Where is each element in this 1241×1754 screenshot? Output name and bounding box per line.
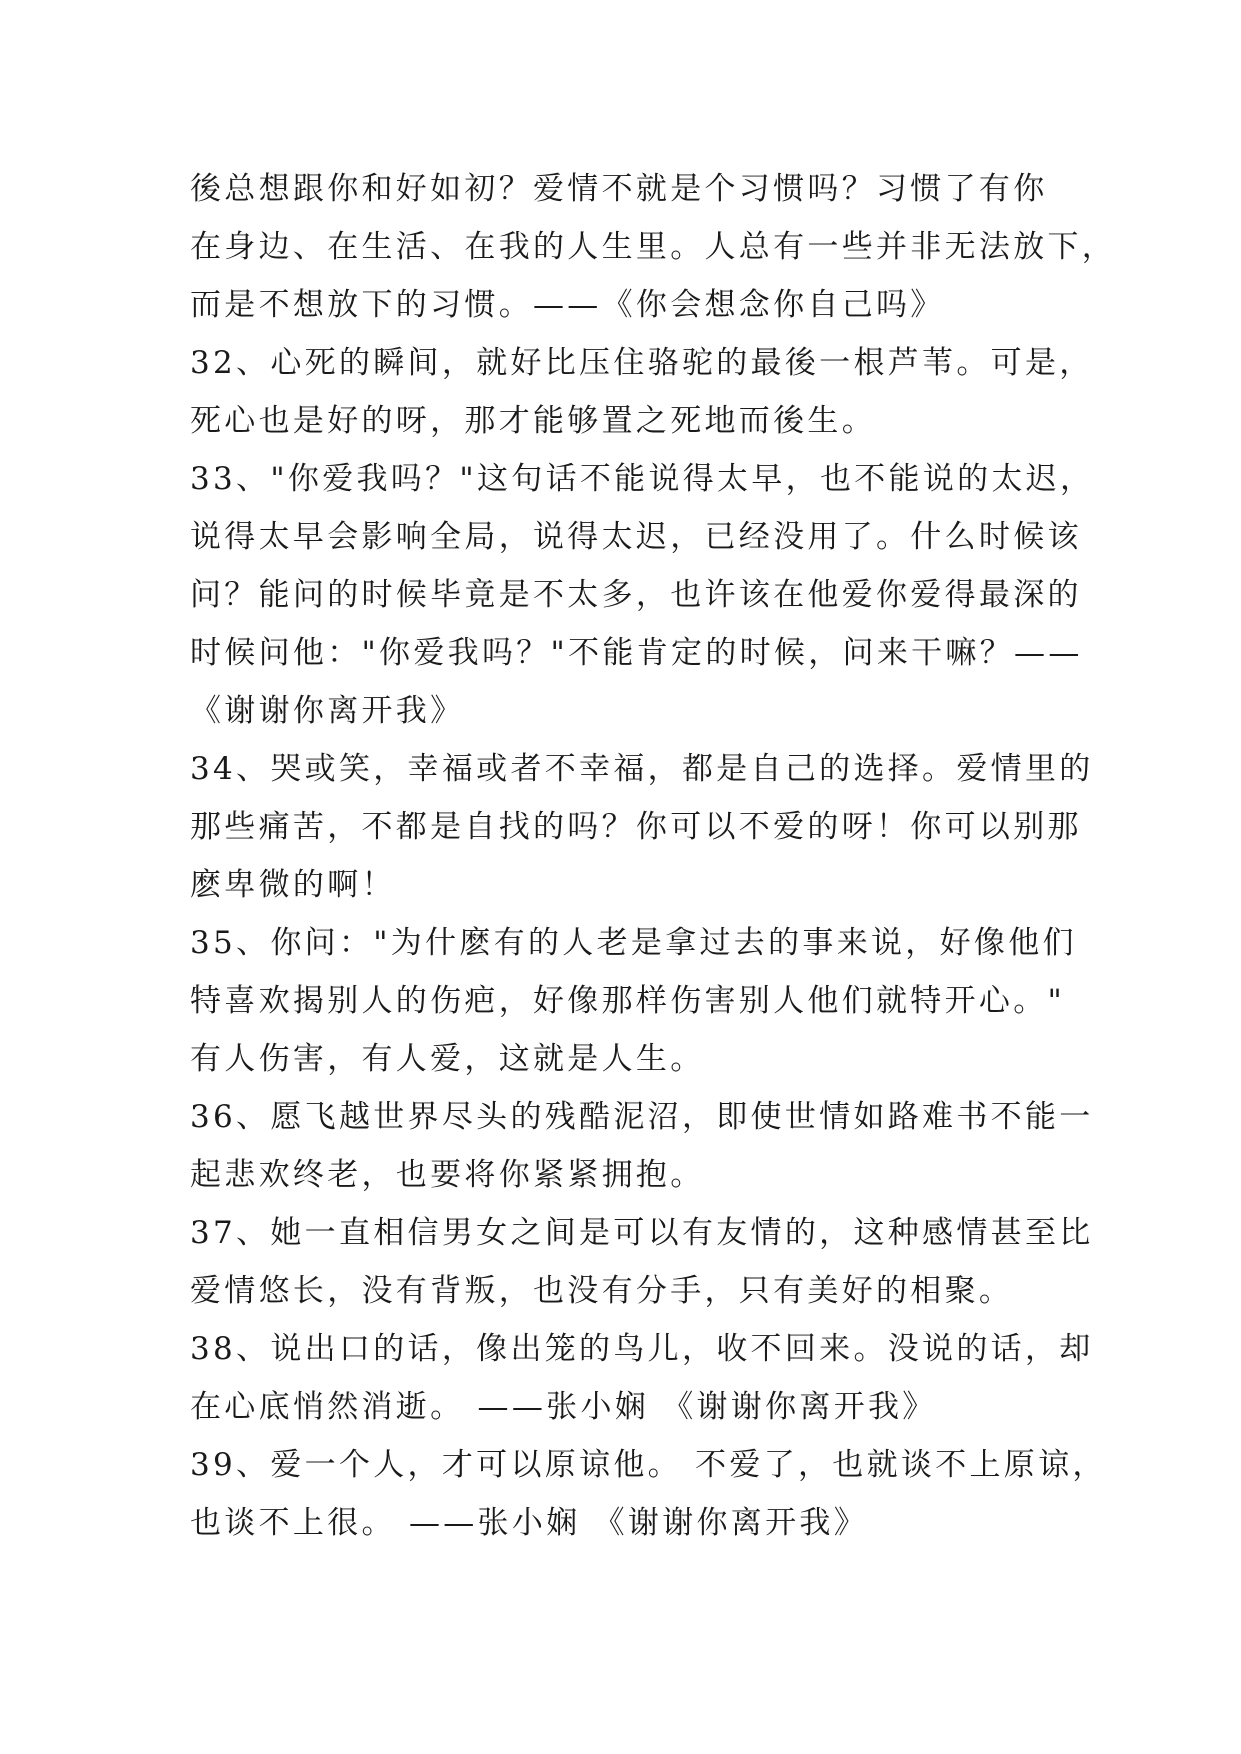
text-line: 特喜欢揭别人的伤疤，好像那样伤害别人他们就特开心。" <box>190 983 1066 1019</box>
text-line: 有人伤害，有人爱，这就是人生。 <box>190 1041 705 1077</box>
text-line: 麽卑微的啊！ <box>190 867 396 903</box>
text-line: 39、爱一个人，才可以原谅他。 不爱了，也就谈不上原谅， <box>190 1447 1107 1483</box>
text-line: 38、说出口的话，像出笼的鸟儿，收不回来。没说的话，却 <box>190 1331 1094 1367</box>
text-line: 时候问他："你爱我吗？"不能肯定的时候，问来干嘛？—— <box>190 635 1083 671</box>
text-line: 爱情悠长，没有背叛，也没有分手，只有美好的相聚。 <box>190 1273 1014 1309</box>
text-line: 而是不想放下的习惯。——《你会想念你自己吗》 <box>190 287 945 323</box>
text-line: 问？能问的时候毕竟是不太多，也许该在他爱你爱得最深的 <box>190 577 1082 613</box>
text-line: 也谈不上很。 ——张小娴 《谢谢你离开我》 <box>190 1505 869 1541</box>
text-line: 《谢谢你离开我》 <box>190 693 465 729</box>
text-line: 35、你问："为什麽有的人老是拿过去的事来说，好像他们 <box>190 925 1077 961</box>
text-line: 後总想跟你和好如初？爱情不就是个习惯吗？习惯了有你 <box>190 171 1048 207</box>
text-line: 在心底悄然消逝。 ——张小娴 《谢谢你离开我》 <box>190 1389 937 1425</box>
text-line: 37、她一直相信男女之间是可以有友情的，这种感情甚至比 <box>190 1215 1094 1251</box>
text-line: 死心也是好的呀，那才能够置之死地而後生。 <box>190 403 876 439</box>
text-line: 36、愿飞越世界尽头的残酷泥沼，即使世情如路难书不能一 <box>190 1099 1094 1135</box>
text-line: 32、心死的瞬间，就好比压住骆驼的最後一根芦苇。可是， <box>190 345 1094 381</box>
text-line: 34、哭或笑，幸福或者不幸福，都是自己的选择。爱情里的 <box>190 751 1094 787</box>
text-line: 在身边、在生活、在我的人生里。人总有一些并非无法放下， <box>190 229 1117 265</box>
text-line: 说得太早会影响全局，说得太迟，已经没用了。什么时候该 <box>190 519 1082 555</box>
text-line: 那些痛苦，不都是自找的吗？你可以不爱的呀！你可以别那 <box>190 809 1082 845</box>
document-body <box>190 160 1117 1552</box>
text-line: 33、"你爱我吗？"这句话不能说得太早，也不能说的太迟， <box>190 461 1095 497</box>
text-line: 起悲欢终老，也要将你紧紧拥抱。 <box>190 1157 705 1193</box>
